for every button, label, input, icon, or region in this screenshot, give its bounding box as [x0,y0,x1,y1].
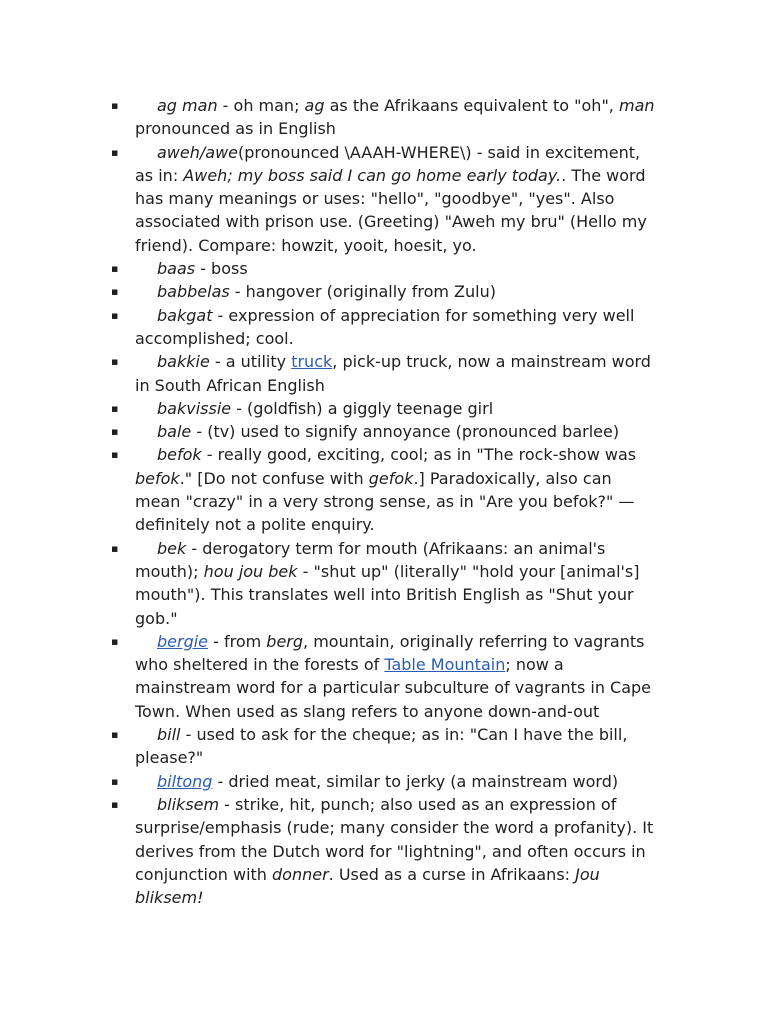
entry-text: - really good, exciting, cool; as in "The rock-show was [201,445,637,465]
glossary-entry [0,141,657,257]
entry-link[interactable]: truck [291,352,333,372]
entry-text: - from [208,631,267,651]
entry-text: , mountain, originally referring to vagrants who sheltered in the forests of [135,631,645,675]
entry-text: - "shut up" (literally" "hold your [animal's] mouth"). This translates well into British English as "Shut your gob." [135,561,640,628]
glossary-entry [0,420,657,443]
bullet-icon: ▪ [111,262,119,276]
glossary-entry [0,280,657,303]
entry-text: - strike, hit, punch; also used as an expression of surprise/emphasis (rude; many consider the word a profanity). It derives from the Dutch word for "lightning", and often occurs in conjunction with [135,794,654,884]
entry-text: . Used as a curse in Afrikaans: [328,864,576,884]
bullet-icon: ▪ [111,401,119,415]
glossary-entry [0,94,657,141]
entry-text: - expression of appreciation for something very well accomplished; cool. [135,305,635,348]
glossary-entry [0,723,657,770]
entry-text: pronounced as in English [135,119,336,139]
entry-text: - hangover (originally from Zulu) [229,282,496,302]
entry-text: as the Afrikaans equivalent to "oh", [324,96,619,115]
entry-term: bale [157,422,192,442]
entry-link[interactable]: bergie [157,631,209,651]
entry-italic-text: Jou bliksem! [135,864,600,908]
glossary-entry [0,304,657,351]
entry-link[interactable]: biltong [157,771,213,791]
entry-text: . The word has many meanings or uses: "hello", "goodbye", "yes". Also associated with prison use. (Greeting) "Aweh my bru" (Hello my friend). Compare: howzit, yooit, hoesit, yo. [135,165,647,255]
entry-text: - (goldfish) a giggly teenage girl [231,398,494,418]
bullet-icon: ▪ [111,797,119,811]
entry-text: , pick-up truck, now a mainstream word in South African English [135,352,651,395]
bullet-icon: ▪ [111,541,119,555]
entry-italic-text: befok [135,468,180,488]
bullet-icon: ▪ [111,774,119,788]
entry-text: - derogatory term for mouth (Afrikaans: an animal's mouth); [135,538,606,581]
bullet-icon: ▪ [111,285,119,299]
entry-italic-text: ag [304,96,325,115]
entry-text: ." [Do not confuse with [179,468,369,488]
entry-term: bakvissie [157,398,232,418]
entry-text: .] Paradoxically, also can mean "crazy" in a very strong sense, as in "Are you befok?" — definitely not a polite enquiry. [135,468,635,535]
entry-term: bakgat [157,305,213,325]
entry-text: - (tv) used to signify annoyance (pronounced barlee) [191,422,620,442]
bullet-icon: ▪ [111,728,119,742]
entry-italic-text: donner [272,864,329,884]
glossary-entry [0,443,657,536]
entry-text: ; now a mainstream word for a particular subculture of vagrants in Cape Town. When used as slang refers to anyone down-and-out [135,655,652,721]
glossary-entry [0,350,657,397]
glossary-entry [0,397,657,420]
bullet-icon: ▪ [111,145,119,159]
entry-term: befok [157,445,202,465]
bullet-icon: ▪ [111,425,119,439]
entry-term: bakkie [157,352,210,372]
bullet-icon: ▪ [111,99,119,112]
entry-italic-text: man [618,96,655,115]
entry-term: babbelas [157,282,230,302]
entry-text: - a utility [209,352,292,372]
entry-italic-text: Aweh; my boss said I can go home early today. [183,165,562,185]
bullet-icon: ▪ [111,634,119,648]
entry-term: bliksem [157,794,220,814]
entry-term: baas [157,259,196,279]
entry-italic-text: berg [266,631,304,651]
entry-term: aweh/awe [157,142,238,162]
glossary-entry [0,257,657,280]
bullet-icon: ▪ [111,448,119,462]
entry-italic-text: gefok [368,468,414,488]
entry-text: (pronounced \AAAH-WHERE\) - said in excitement, as in: [135,142,641,185]
entry-text: - dried meat, similar to jerky (a mainstream word) [212,771,619,791]
entry-italic-text: hou jou bek [203,561,298,581]
entry-term: bill [157,725,181,745]
entry-text: - boss [195,259,248,279]
entry-term: bek [157,538,187,558]
glossary-entry [0,770,657,793]
glossary-entry [0,537,657,630]
entry-text: - oh man; [217,96,305,115]
bullet-icon: ▪ [111,308,119,322]
bullet-icon: ▪ [111,355,119,369]
entry-link[interactable]: Table Mountain [384,655,506,675]
glossary-entry [0,793,657,909]
glossary-entry [0,630,657,723]
glossary-list [0,94,657,909]
entry-text: - used to ask for the cheque; as in: "Can I have the bill, please?" [135,725,628,768]
entry-term: ag man [157,96,218,115]
